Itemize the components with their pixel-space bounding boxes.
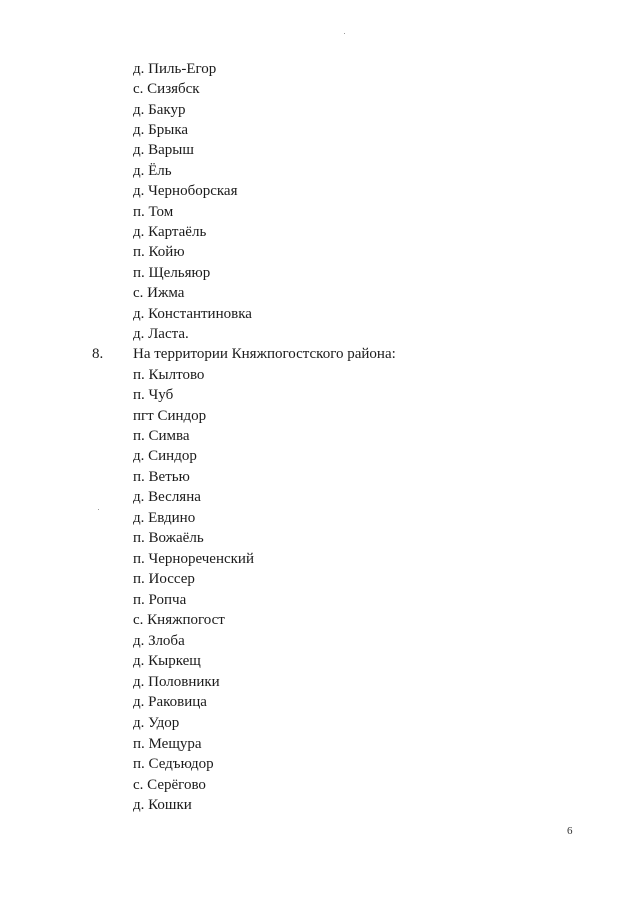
list-item: д. Кыркещ — [133, 653, 201, 669]
list-item: д. Евдино — [133, 510, 196, 526]
list-item: д. Половники — [133, 674, 220, 690]
list-item: п. Том — [133, 204, 174, 220]
list-item: д. Весляна — [133, 489, 201, 505]
list-item: д. Картаёль — [133, 224, 207, 240]
list-item: с. Ижма — [133, 285, 185, 301]
list-item: п. Кылтово — [133, 367, 205, 383]
list-item: д. Варыш — [133, 142, 194, 158]
list-item: д. Раковица — [133, 694, 207, 710]
list-item: п. Седъюдор — [133, 756, 214, 772]
list-item: п. Чуб — [133, 387, 174, 403]
list-item: п. Койю — [133, 244, 185, 260]
list-item: п. Ропча — [133, 592, 187, 608]
list-item: пгт Синдор — [133, 408, 207, 424]
list-item: д. Кошки — [133, 797, 192, 813]
list-item: п. Щельяюр — [133, 265, 211, 281]
list-item: д. Ёль — [133, 163, 172, 179]
list-item: д. Брыка — [133, 122, 189, 138]
list-item: д. Злоба — [133, 633, 185, 649]
list-item: д. Удор — [133, 715, 180, 731]
list-item: п. Ветью — [133, 469, 190, 485]
list-item: п. Мещура — [133, 736, 202, 752]
page-number: 6 — [567, 825, 573, 837]
list-item: п. Чернореченский — [133, 551, 254, 567]
list-item: д. Ласта. — [133, 326, 189, 342]
list-item: п. Симва — [133, 428, 190, 444]
section-number: 8. — [92, 346, 104, 362]
list-item: п. Иоссер — [133, 571, 195, 587]
list-item: д. Константиновка — [133, 306, 252, 322]
list-item: с. Княжпогост — [133, 612, 225, 628]
list-item: п. Вожаёль — [133, 530, 204, 546]
list-item: с. Серёгово — [133, 777, 206, 793]
scan-speck — [98, 509, 99, 510]
list-item: с. Сизябск — [133, 81, 200, 97]
list-item: д. Черноборская — [133, 183, 238, 199]
scan-speck — [344, 33, 345, 34]
list-item: д. Пиль-Егор — [133, 61, 217, 77]
list-item: д. Синдор — [133, 448, 197, 464]
section-heading: На территории Княжпогостского района: — [133, 346, 396, 362]
list-item: д. Бакур — [133, 102, 186, 118]
